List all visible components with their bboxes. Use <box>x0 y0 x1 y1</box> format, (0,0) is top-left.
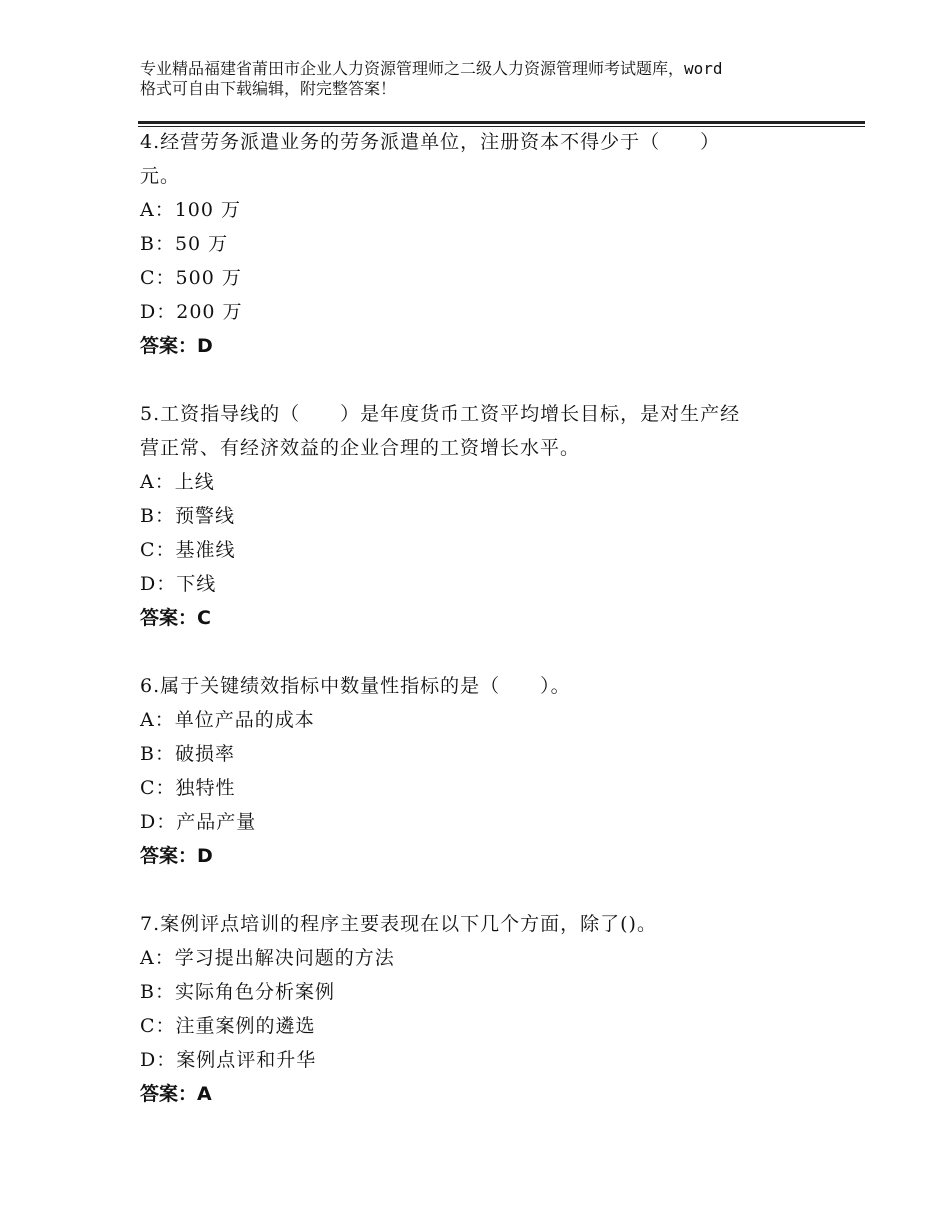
question-6 <box>140 669 840 873</box>
answer-line: 答案：C <box>140 607 211 629</box>
question-5 <box>140 397 840 635</box>
question-stem: 7.案例评点培训的程序主要表现在以下几个方面，除了()。 <box>140 913 657 935</box>
option-a: A：100 万 <box>140 199 242 221</box>
question-stem: 6.属于关键绩效指标中数量性指标的是（ ）。 <box>140 675 571 697</box>
answer-line: 答案：A <box>140 1083 212 1105</box>
option-b: B：实际角色分析案例 <box>140 981 335 1003</box>
option-d: D：200 万 <box>140 301 243 323</box>
document-header <box>140 59 840 99</box>
question-stem: 4.经营劳务派遣业务的劳务派遣单位，注册资本不得少于（ ） <box>140 131 721 153</box>
option-b: B：50 万 <box>140 233 229 255</box>
option-c: C：注重案例的遴选 <box>140 1015 316 1037</box>
option-c: C：基准线 <box>140 539 236 561</box>
answer-line: 答案：D <box>140 845 213 867</box>
question-list <box>140 125 840 1145</box>
question-7 <box>140 907 840 1111</box>
option-d: D：下线 <box>140 573 217 595</box>
option-b: B：破损率 <box>140 743 235 765</box>
answer-line: 答案：D <box>140 335 213 357</box>
option-d: D：案例点评和升华 <box>140 1049 317 1071</box>
option-b: B：预警线 <box>140 505 235 527</box>
header-line-2: 格式可自由下载编辑，附完整答案！ <box>140 79 397 98</box>
header-divider <box>138 121 865 124</box>
option-a: A：单位产品的成本 <box>140 709 315 731</box>
option-d: D：产品产量 <box>140 811 257 833</box>
option-a: A：学习提出解决问题的方法 <box>140 947 395 969</box>
question-stem: 5.工资指导线的（ ）是年度货币工资平均增长目标，是对生产经 <box>140 403 741 425</box>
option-c: C：独特性 <box>140 777 236 799</box>
header-line-1: 专业精品福建省莆田市企业人力资源管理师之二级人力资源管理师考试题库，word <box>140 59 723 78</box>
question-stem: 元。 <box>140 165 181 187</box>
option-a: A：上线 <box>140 471 215 493</box>
question-stem: 营正常、有经济效益的企业合理的工资增长水平。 <box>140 437 581 459</box>
option-c: C：500 万 <box>140 267 242 289</box>
question-4 <box>140 125 840 363</box>
